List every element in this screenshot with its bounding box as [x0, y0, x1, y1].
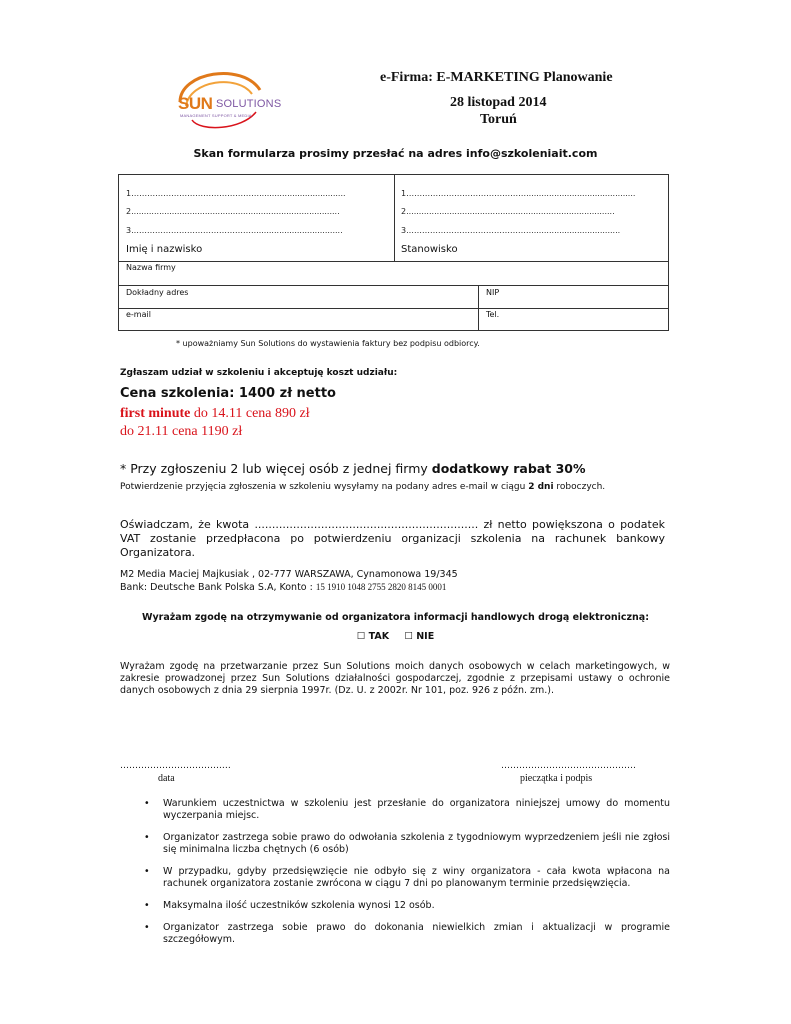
form-divider-row2	[119, 285, 668, 286]
group-discount-highlight: dodatkowy rabat 30%	[431, 461, 586, 476]
send-scan-note: Skan formularza prosimy przesłać na adres info@szkoleniait.com	[193, 147, 598, 160]
date-signature-line[interactable]: …………………………….…	[120, 761, 231, 771]
name-label: Imię i nazwisko	[126, 244, 203, 255]
logo-solutions-text: SOLUTIONS	[216, 98, 282, 110]
invoice-authorization-note: * upoważniamy Sun Solutions do wystawienia faktury bez podpisu odbiorcy.	[176, 339, 480, 348]
consent-yes-label: TAK	[368, 631, 390, 642]
participant-name-line-2[interactable]: 2..................................................................................	[126, 207, 340, 216]
logo-sun-text: SUN	[178, 94, 213, 113]
form-divider-vertical-top	[394, 175, 395, 261]
logo-tagline: MANAGEMENT SUPPORT & MEDIA	[180, 113, 252, 118]
bullet-icon: •	[144, 832, 150, 843]
marketing-consent-question: Wyrażam zgodę na otrzymywanie od organizatora informacji handlowych drogą elektroniczną:	[141, 612, 650, 623]
form-divider-row3	[119, 308, 668, 309]
group-discount-note	[120, 461, 586, 476]
list-item	[120, 922, 670, 946]
bullet-icon: •	[144, 798, 150, 809]
stamp-signature-label: pieczątka i podpis	[520, 773, 593, 784]
term-text: Maksymalna ilość uczestników szkolenia wynosi 12 osób.	[163, 900, 435, 911]
participant-position-line-3[interactable]: 3.………………………………………....................................	[401, 226, 621, 235]
statement-suffix: zł netto powiększona o podatek VAT zostanie przedpłacona po potwierdzeniu organizacji szkolenia na rachunek bankowy Organizatora.	[120, 518, 666, 559]
confirmation-suffix: roboczych.	[553, 482, 606, 492]
participant-name-line-3[interactable]: 3.………………………………………...................................	[126, 226, 343, 235]
term-text: Warunkiem uczestnictwa w szkoleniu jest przesłanie do organizatora niniejszej umowy do momentu wyczerpania miejsc.	[163, 798, 670, 821]
checkbox-icon[interactable]: ☐	[404, 631, 413, 642]
company-logo	[172, 62, 282, 132]
participant-name-line-1[interactable]: 1…………………………………………..................................	[126, 189, 346, 198]
consent-no-label: NIE	[416, 631, 435, 642]
term-text: Organizator zastrzega sobie prawo do odwołania szkolenia z tygodniowym wyprzedzeniem jeśli nie zgłosi się minimalna liczba chętnych (6 osób)	[163, 832, 670, 855]
email-field[interactable]: e-mail	[126, 310, 151, 319]
form-divider-row1	[119, 261, 668, 262]
payment-statement	[120, 518, 665, 560]
address-field[interactable]: Dokładny adres	[126, 288, 189, 297]
group-discount-text: * Przy zgłoszeniu 2 lub więcej osób z jednej firmy	[120, 461, 432, 476]
list-item	[120, 832, 670, 856]
participation-declaration: Zgłaszam udział w szkoleniu i akceptuję koszt udziału:	[120, 368, 398, 378]
participant-position-line-1[interactable]: 1………………………………………...........................................	[401, 189, 636, 198]
data-processing-consent: Wyrażam zgodę na przetwarzanie przez Sun Solutions moich danych osobowych w celach marketingowych, w zakresie prowadzonej przez Sun Solutions działalności gospodarczej, zgodnie z przepisami ustawy o ochronie danych osobowych z dnia 29 sierpnia 1997r. (Dz. U. z 2002r. Nr 101, poz. 926 z późn. zm.).	[120, 661, 670, 696]
first-minute-offer	[120, 406, 310, 422]
confirmation-days: 2 dni	[528, 482, 554, 492]
term-text: Organizator zastrzega sobie prawo do dokonania niewielkich zmian i aktualizacji w programie szczegółowym.	[163, 922, 670, 945]
training-date: 28 listopad 2014	[450, 95, 547, 110]
organizer-details	[120, 569, 458, 594]
bank-account-number: 15 1910 1048 2755 2820 8145 0001	[315, 582, 447, 592]
consent-yes-option[interactable]	[357, 631, 389, 642]
list-item	[120, 866, 670, 890]
bullet-icon: •	[144, 866, 150, 877]
nip-field[interactable]: NIP	[486, 288, 500, 297]
phone-field[interactable]: Tel.	[486, 310, 500, 319]
date-label: data	[158, 773, 175, 784]
term-text: W przypadku, gdyby przedsięwzięcie nie odbyło się z winy organizatora - cała kwota wpłacona na rachunek organizatora zostanie zwrócona w ciągu 7 dni po planowanym terminie przedsięwzięcia.	[163, 866, 670, 889]
training-city: Toruń	[480, 112, 517, 127]
first-minute-price: do 14.11 cena 890 zł	[193, 406, 310, 421]
company-name-field[interactable]: Nazwa firmy	[126, 263, 176, 272]
terms-list	[120, 798, 670, 956]
list-item	[120, 798, 670, 822]
participant-position-line-2[interactable]: 2..................................................................................	[401, 207, 615, 216]
consent-no-option[interactable]	[404, 631, 434, 642]
amount-field[interactable]: ................................................................	[254, 518, 479, 531]
registration-form-table	[118, 174, 669, 331]
confirmation-note	[120, 482, 605, 492]
bullet-icon: •	[144, 900, 150, 911]
confirmation-text: Potwierdzenie przyjęcia zgłoszenia w szkoleniu wysyłamy na podany adres e-mail w ciągu	[120, 482, 529, 492]
position-label: Stanowisko	[401, 244, 458, 255]
organizer-bank	[120, 581, 458, 594]
stamp-signature-line[interactable]: ………………………………………	[501, 761, 636, 771]
organizer-address: M2 Media Maciej Majkusiak , 02-777 WARSZAWA, Cynamonowa 19/345	[120, 569, 458, 580]
bullet-icon: •	[144, 922, 150, 933]
checkbox-icon[interactable]: ☐	[356, 631, 366, 642]
list-item	[120, 900, 670, 912]
consent-choices	[0, 631, 791, 642]
training-title: e-Firma: E-MARKETING Planowanie	[380, 70, 613, 85]
form-divider-vertical-bottom	[478, 285, 479, 331]
first-minute-label: first minute	[120, 406, 191, 421]
bank-label: Bank: Deutsche Bank Polska S.A, Konto :	[120, 582, 316, 593]
training-price: Cena szkolenia: 1400 zł netto	[120, 386, 336, 401]
second-deadline-offer: do 21.11 cena 1190 zł	[120, 424, 243, 439]
statement-prefix: Oświadczam, że kwota	[120, 518, 255, 531]
